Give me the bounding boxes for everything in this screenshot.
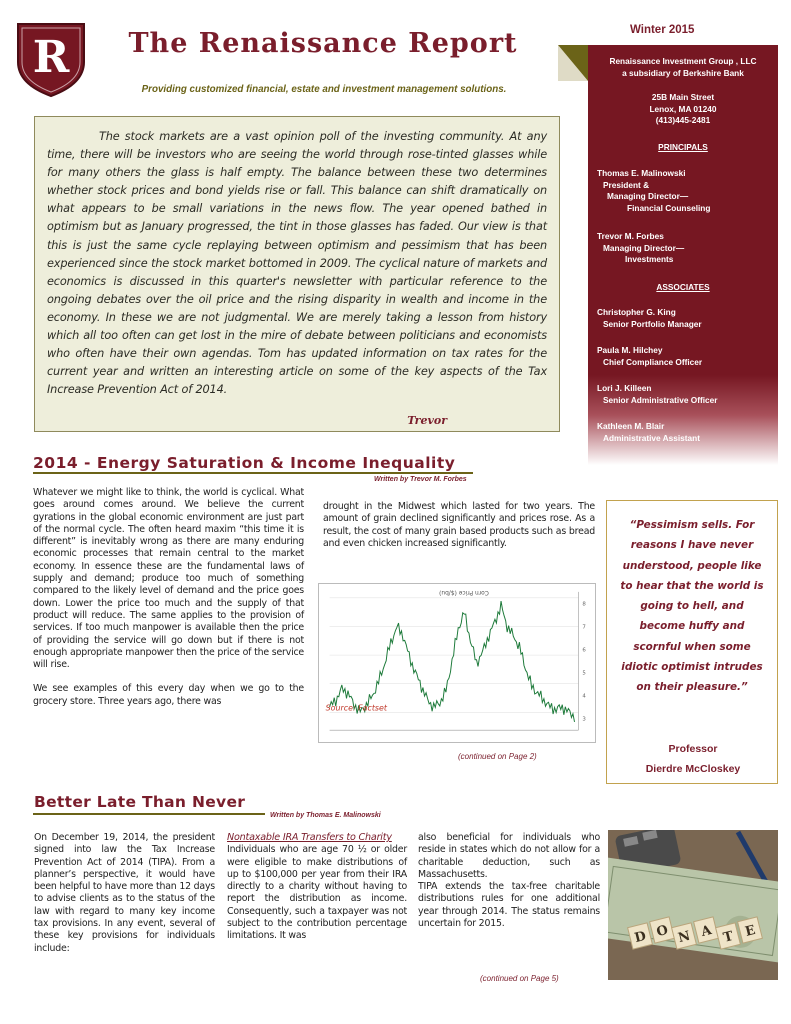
associate-name: Christopher G. King xyxy=(597,307,676,317)
principal-title: Investments xyxy=(625,254,674,264)
donate-photo xyxy=(608,830,778,980)
principal-entry xyxy=(597,168,777,214)
associate-title: Administrative Assistant xyxy=(603,432,700,443)
article1-continued: (continued on Page 2) xyxy=(458,752,537,761)
article2-title-rule xyxy=(33,813,265,815)
article2-title: Better Late Than Never xyxy=(34,793,246,811)
article1-paragraph: Whatever we might like to think, the world is cyclical. What goes around comes around. We believe the current gyrations in the global economic environment are just part of the normal cycle. The often heard maxim “this time it is different” is inevitably wrong as there are many enduring economic processes that remain central to the market economy. In essence these are the fundamental laws of supply and demand; produce too much of something compared to the likely level of demand and the price goes down. Lower the price too much and the supply of that product will reduce. The same applies to the provision of services. If too much manpower is available then the price of providing the service will go down but if there is not enough appropriate manpower then the price of the service will rise. xyxy=(33,487,304,671)
newsletter-title: The Renaissance Report xyxy=(128,28,518,59)
firm-sidebar xyxy=(588,45,778,465)
corn-price-chart xyxy=(318,583,596,743)
intro-letter-box xyxy=(34,116,560,432)
letter-tile-label: T xyxy=(721,929,735,946)
associate-entry xyxy=(597,345,777,368)
article2-continued: (continued on Page 5) xyxy=(480,974,559,983)
associate-name: Paula M. Hilchey xyxy=(597,345,663,355)
article2-paragraph: TIPA extends the tax-free charitable distributions rules for one additional year through 2014. The status remains uncertain for 2015. xyxy=(418,881,600,930)
letter-tile-label: A xyxy=(699,922,714,940)
article2-paragraph: On December 19, 2014, the president signed into law the Tax Increase Prevention Act of 2014 (TIPA). From a planner’s perspective, it would have been helpful to have more than 12 days to advise clients as to the status of the law with regard to many key income tax provisions. In any event, several of these key provisions for individuals include: xyxy=(34,832,215,954)
chart-title: Corn Price ($/bu) xyxy=(438,588,489,595)
chart-source: Source: Factset xyxy=(325,703,387,713)
sidebar-corner-decoration xyxy=(558,45,588,81)
associates-heading: ASSOCIATES xyxy=(656,282,710,292)
associate-entry xyxy=(597,421,777,444)
logo-letter: R xyxy=(32,32,70,83)
article2-column3 xyxy=(418,832,600,930)
associate-title: Chief Compliance Officer xyxy=(603,356,703,367)
chart-y-tick: 4 xyxy=(582,693,586,700)
firm-subsidiary: a subsidiary of Berkshire Bank xyxy=(622,68,744,78)
associate-name: Kathleen M. Blair xyxy=(597,421,665,431)
principal-title: Financial Counseling xyxy=(627,202,711,213)
chart-y-tick: 6 xyxy=(582,647,586,654)
tagline: Providing customized financial, estate and investment management solutions. xyxy=(141,84,507,95)
chart-y-tick-labels xyxy=(582,601,586,722)
article1-paragraph: drought in the Midwest which lasted for two years. The amount of grain declined significantly and prices rose. As a result, the cost of many grain based products such as bread and even chicken increased significantly. xyxy=(323,501,595,549)
article1-column1 xyxy=(33,487,304,708)
street-address: 25B Main Street xyxy=(651,92,715,102)
article2-paragraph: Individuals who are age 70 ½ or older were eligible to make distributions of up to $100,000 per year from their IRA directly to a charity without having to report the distribution as income. Consequently, such a taxpayer was not subject to the contribution percentage limitations. It was xyxy=(227,844,407,942)
principal-title: Managing Director— xyxy=(607,191,689,201)
article2-paragraph: also beneficial for individuals who reside in states which do not allow for a charitable deduction, such as Massachusetts. xyxy=(418,832,600,880)
quote-author-name: Dierdre McCloskey xyxy=(645,763,741,775)
intro-signature: Trevor xyxy=(407,414,447,427)
principal-name: Thomas E. Malinowski xyxy=(597,168,686,178)
firm-name: Renaissance Investment Group , LLC xyxy=(609,56,757,66)
chart-y-tick: 7 xyxy=(582,624,586,631)
principal-title: Managing Director— xyxy=(603,242,685,253)
intro-text: The stock markets are a vast opinion poll of the investing community. At any time, there will be investors who are seeing the world through rose-tinted glasses while for many others the glass is half empty. The balance between these two determines whether stock prices and bond yields rise or fall. This balance can shift dramatically on what appears to be small variations in the news flow. The year opened bathed in optimism but as January progressed, the tint in those glasses has faded. Our view is that this is just the same cycle replaying between optimism and pessimism that has been experienced since the stock market bottomed in 2009. The cyclical nature of markets and economics is discussed in this quarter's newsletter with particular reference to the ongoing debates over the oil price and the rising disparity in wealth and income in the economy. In these we are not judgmental. We are merely taking a lesson from history which all too often can get lost in the mire of debate between politicians and economists who often have their own agendas. Tom has updated information on tax rates for the current year and written an interesting article on some of the key aspects of the Tax Increase Prevention Act of 2014. xyxy=(47,130,547,397)
associate-entry xyxy=(597,383,777,406)
associate-title: Senior Administrative Officer xyxy=(603,394,718,405)
quote-author-title: Professor xyxy=(668,743,718,755)
letter-tile-label: N xyxy=(676,928,692,947)
principal-name: Trevor M. Forbes xyxy=(597,231,664,241)
issue-date: Winter 2015 xyxy=(630,24,695,36)
article1-title: 2014 - Energy Saturation & Income Inequality xyxy=(33,454,456,472)
associate-name: Lori J. Killeen xyxy=(597,383,652,393)
article1-title-rule xyxy=(33,472,473,474)
principal-entry xyxy=(597,231,777,266)
quote-text: “Pessimism sells. For reasons I have never understood, people like to hear that the world is going to hell, and become huffy and scornful when some idiotic optimist intrudes on their pleasure.” xyxy=(620,519,764,694)
article1-paragraph: We see examples of this every day when we go to the grocery store. Three years ago, there was xyxy=(33,683,304,707)
associate-title: Senior Portfolio Manager xyxy=(603,318,702,329)
article2-column1 xyxy=(34,832,215,955)
city-address: Lenox, MA 01240 xyxy=(649,103,717,114)
renaissance-logo xyxy=(14,18,88,98)
article2-subheading: Nontaxable IRA Transfers to Charity xyxy=(227,832,392,843)
letter-tile-label: O xyxy=(655,922,670,941)
pull-quote xyxy=(606,500,778,784)
chart-y-tick: 5 xyxy=(582,670,586,677)
article2-byline: Written by Thomas E. Malinowski xyxy=(270,812,381,819)
article1-byline: Written by Trevor M. Forbes xyxy=(374,476,467,483)
associate-entry xyxy=(597,307,777,330)
phone-number: (413)445-2481 xyxy=(655,115,711,125)
chart-y-tick: 3 xyxy=(582,716,586,723)
chart-y-tick: 8 xyxy=(582,601,586,608)
letter-tile-label: E xyxy=(743,922,757,940)
article2-column2 xyxy=(227,832,407,943)
principals-heading: PRINCIPALS xyxy=(658,142,708,152)
article1-column2 xyxy=(323,501,595,550)
principal-title: President & xyxy=(603,179,650,190)
letter-tile-label: D xyxy=(633,928,648,947)
